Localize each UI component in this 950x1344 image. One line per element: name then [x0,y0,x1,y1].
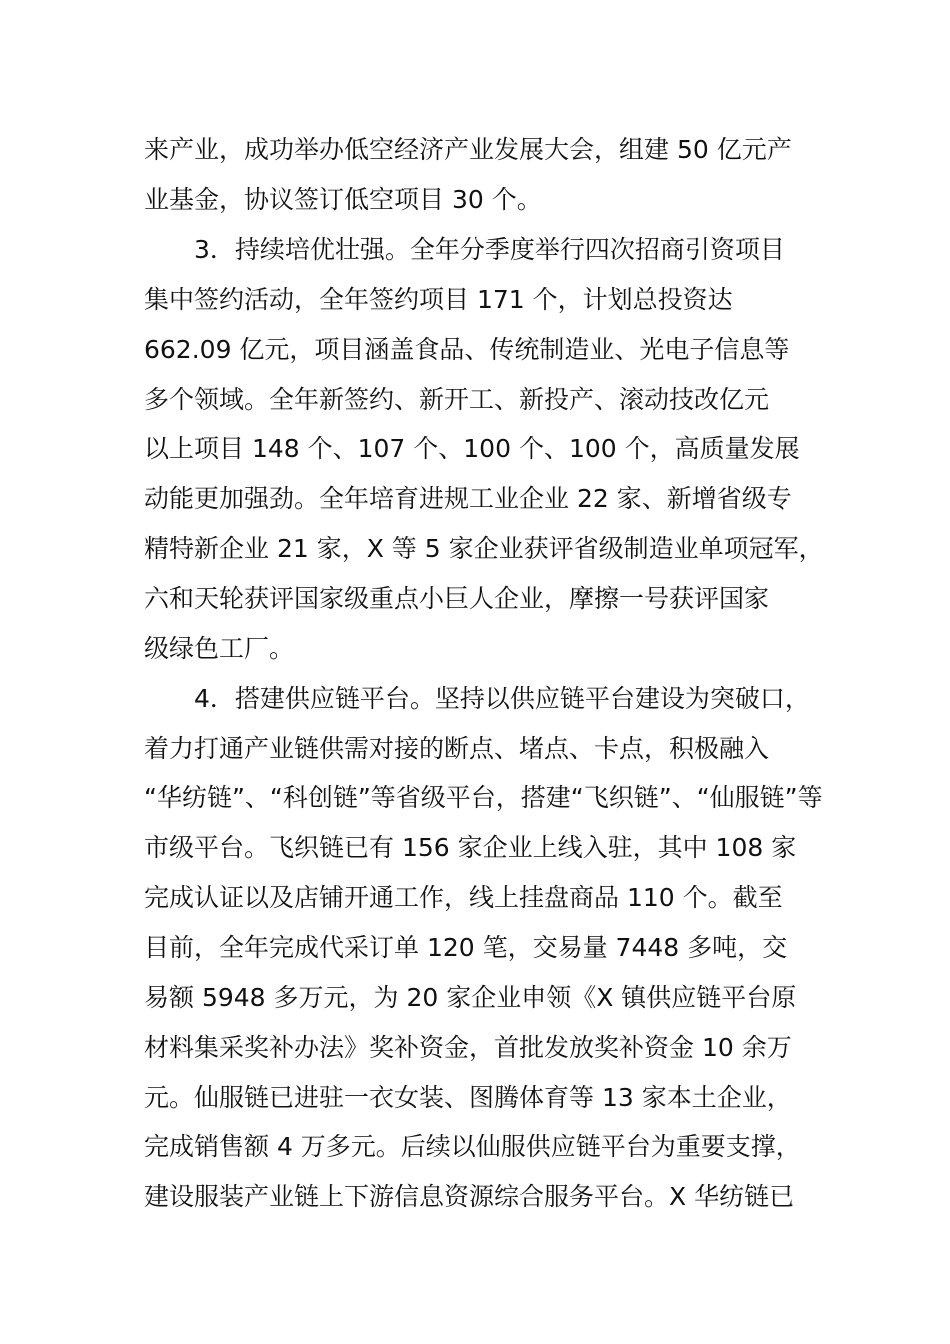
text-line: 4．搭建供应链平台。坚持以供应链平台建设为突破口， [144,684,810,713]
text-line: 材料集采奖补办法》奖补资金，首批发放奖补资金 10 余万 [144,1033,792,1062]
text-line: 着力打通产业链供需对接的断点、堵点、卡点，积极融入 [144,734,770,763]
text-line: 目前，全年完成代采订单 120 笔，交易量 7448 多吨，交 [144,933,788,962]
text-line: 市级平台。飞织链已有 156 家企业上线入驻，其中 108 家 [144,833,797,862]
text-line: 来产业，成功举办低空经济产业发展大会，组建 50 亿元产 [144,135,792,164]
text-line: 完成认证以及店铺开通工作，线上挂盘商品 110 个。截至 [144,883,783,912]
text-line: 动能更加强劲。全年培育进规工业企业 22 家、新增省级专 [144,484,792,513]
text-line: 完成销售额 4 万多元。后续以仙服供应链平台为重要支撑， [144,1132,801,1161]
text-line: 级绿色工厂。 [144,634,295,663]
text-line: 业基金，协议签订低空项目 30 个。 [144,185,542,214]
text-line: 六和天轮获评国家级重点小巨人企业，摩擦一号获评国家 [144,584,770,613]
text-line: 以上项目 148 个、107 个、100 个、100 个，高质量发展 [144,434,800,463]
text-line: 多个领域。全年新签约、新开工、新投产、滚动技改亿元 [144,385,770,414]
text-line: “华纺链”、“科创链”等省级平台，搭建“飞织链”、“仙服链”等 [144,783,823,812]
text-line: 元。仙服链已进驻一衣女装、图腾体育等 13 家本土企业， [144,1083,792,1112]
text-line: 3．持续培优壮强。全年分季度举行四次招商引资项目 [144,235,785,264]
text-line: 集中签约活动，全年签约项目 171 个，计划总投资达 [144,285,733,314]
text-line: 易额 5948 多万元，为 20 家企业申领《X 镇供应链平台原 [144,983,797,1012]
text-line: 精特新企业 21 家，X 等 5 家企业获评省级制造业单项冠军， [144,534,824,563]
text-line: 建设服装产业链上下游信息资源综合服务平台。X 华纺链已 [144,1182,795,1211]
text-line: 662.09 亿元，项目涵盖食品、传统制造业、光电子信息等 [144,335,790,364]
